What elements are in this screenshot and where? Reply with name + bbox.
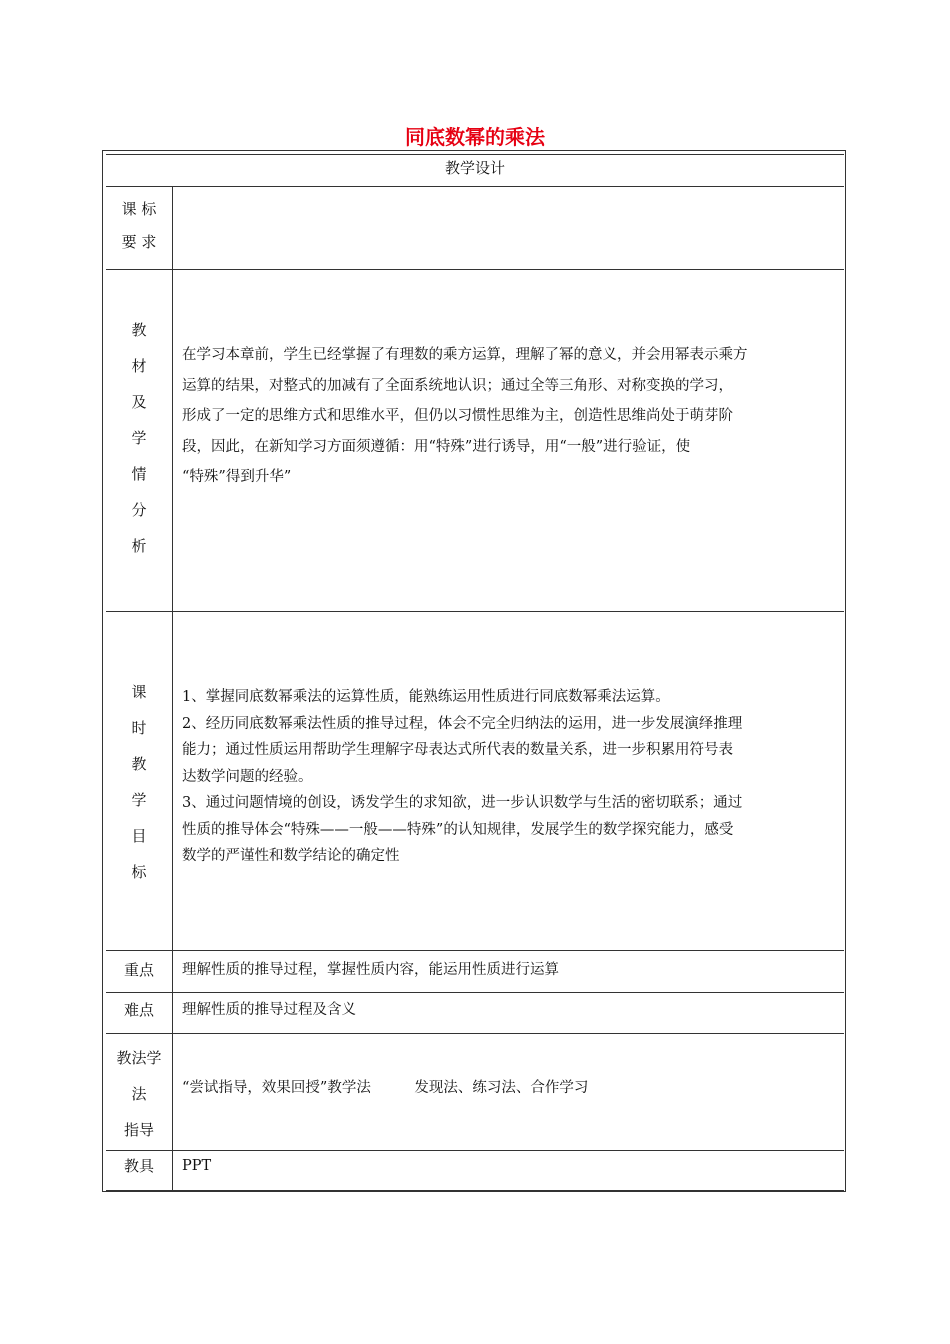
analysis-line: 形成了一定的思维方式和思维水平，但仍以习惯性思维为主，创造性思维尚处于萌芽阶 bbox=[182, 408, 733, 424]
key-point-text: 理解性质的推导过程，掌握性质内容，能运用性质进行运算 bbox=[182, 962, 559, 978]
analysis-label-char: 析 bbox=[131, 537, 147, 555]
goals-label-char: 目 bbox=[131, 827, 147, 845]
goals-line: 3、通过问题情境的创设，诱发学生的求知欲，进一步认识数学与生活的密切联系；通过 bbox=[182, 795, 743, 811]
goals-label-char: 学 bbox=[131, 791, 147, 809]
goals-line: 数学的严谨性和数学结论的确定性 bbox=[182, 848, 400, 864]
row-divider bbox=[106, 186, 844, 187]
goals-line: 达数学问题的经验。 bbox=[182, 768, 313, 785]
difficulty-text: 理解性质的推导过程及含义 bbox=[182, 1002, 356, 1018]
table-top-line bbox=[106, 154, 844, 155]
method-text: “尝试指导，效果回授”教学法 发现法、练习法、合作学习 bbox=[182, 1080, 589, 1096]
document-title: 同底数幂的乘法 bbox=[405, 125, 545, 149]
tools-text: PPT bbox=[182, 1158, 212, 1174]
method-label-line: 法 bbox=[131, 1085, 147, 1103]
row-divider bbox=[106, 611, 844, 612]
row-divider bbox=[106, 950, 844, 951]
analysis-label-char: 材 bbox=[131, 357, 147, 375]
analysis-line: 在学习本章前，学生已经掌握了有理数的乘方运算，理解了幂的意义，并会用幂表示乘方 bbox=[182, 347, 748, 363]
goals-label-char: 标 bbox=[131, 863, 147, 881]
analysis-label-char: 教 bbox=[131, 321, 147, 339]
analysis-label bbox=[106, 312, 172, 564]
analysis-line: 运算的结果，对整式的加减有了全面系统地认识；通过全等三角形、对称变换的学习， bbox=[182, 377, 733, 394]
goals-label bbox=[106, 674, 172, 890]
analysis-label-char: 学 bbox=[131, 429, 147, 447]
analysis-text bbox=[182, 340, 842, 493]
goals-line: 1、掌握同底数幂乘法的运算性质，能熟练运用性质进行同底数幂乘法运算。 bbox=[182, 689, 670, 705]
row-divider bbox=[106, 1150, 844, 1151]
analysis-line: 段，因此，在新知学习方面须遵循：用“特殊”进行诱导，用“一般”进行验证，使 bbox=[182, 438, 691, 455]
difficulty-label: 难点 bbox=[123, 1001, 154, 1019]
lesson-design-table bbox=[106, 154, 844, 1190]
analysis-line: “特殊”得到升华” bbox=[182, 469, 292, 485]
method-label-line: 指导 bbox=[123, 1121, 154, 1139]
analysis-label-char: 及 bbox=[131, 393, 147, 411]
row-divider bbox=[106, 1033, 844, 1034]
method-label-line: 教法学 bbox=[116, 1049, 162, 1067]
analysis-label-char: 分 bbox=[131, 501, 147, 519]
standard-label-line1: 课 标 bbox=[121, 200, 157, 218]
label-column-divider bbox=[172, 186, 173, 1190]
goals-line: 能力；通过性质运用帮助学生理解字母表达式所代表的数量关系，进一步积累用符号表 bbox=[182, 742, 733, 758]
key-point-label: 重点 bbox=[123, 961, 154, 979]
goals-line: 性质的推导体会“特殊——一般——特殊”的认知规律，发展学生的数学探究能力，感受 bbox=[182, 821, 734, 838]
tools-label: 教具 bbox=[123, 1157, 154, 1175]
row-divider bbox=[106, 992, 844, 993]
standard-label-line2: 要 求 bbox=[121, 233, 157, 251]
goals-text bbox=[182, 684, 842, 870]
goals-label-char: 课 bbox=[131, 683, 147, 701]
table-bottom-line bbox=[106, 1190, 844, 1191]
analysis-label-char: 情 bbox=[131, 465, 147, 483]
row-divider bbox=[106, 269, 844, 270]
goals-line: 2、经历同底数幂乘法性质的推导过程，体会不完全归纳法的运用，进一步发展演绎推理 bbox=[182, 715, 743, 732]
goals-label-char: 教 bbox=[131, 755, 147, 773]
goals-label-char: 时 bbox=[131, 719, 147, 737]
method-label bbox=[106, 1040, 172, 1148]
table-header: 教学设计 bbox=[444, 159, 505, 177]
